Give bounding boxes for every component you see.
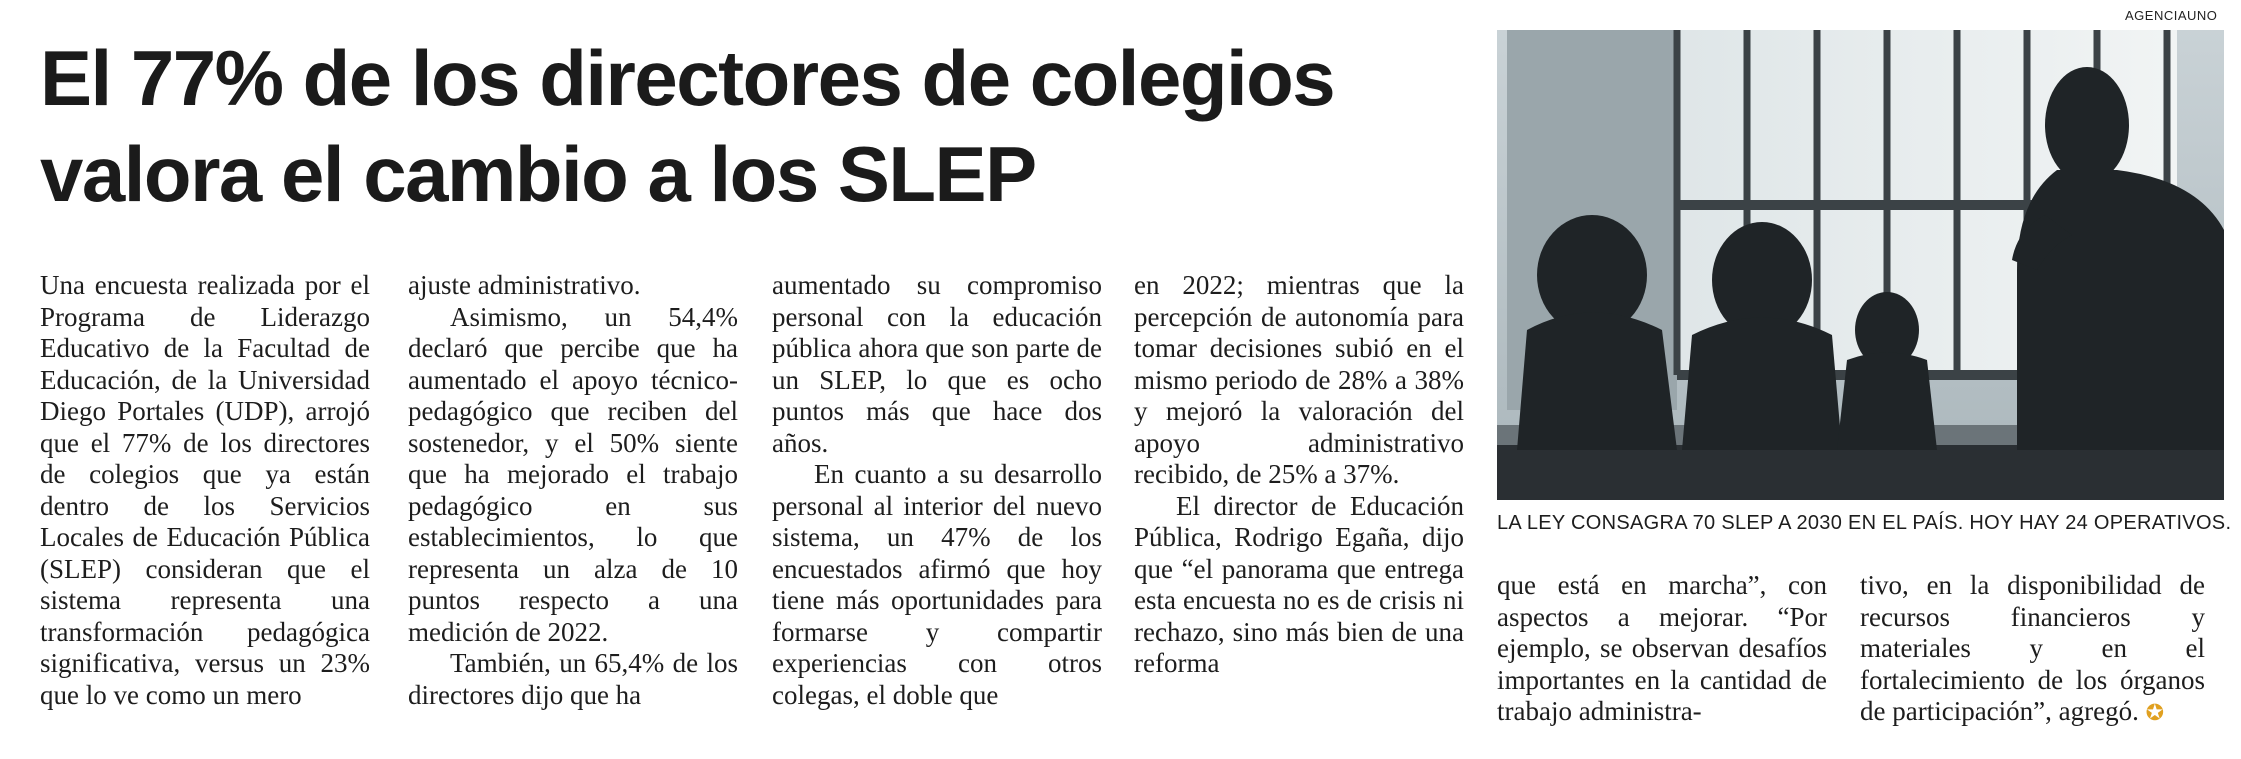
classroom-photo — [1497, 30, 2224, 500]
paragraph: En cuanto a su desarrollo personal al interior del nuevo sistema, un 47% de los encuestados afirmó que hoy tiene más oportunidades para formarse y compartir experiencias con otros colegas, el doble que — [772, 459, 1102, 710]
article-column-6 — [1860, 570, 2205, 730]
photo-credit: AGENCIAUNO — [2125, 8, 2218, 23]
paragraph: Asimismo, un 54,4% declaró que percibe que ha aumentado el apoyo técnico-pedagógico que reciben del sostenedor, y el 50% siente que ha mejorado el trabajo pedagógico en sus establecimientos, lo que representa un alza de 10 puntos respecto a una medición de 2022. — [408, 301, 738, 647]
paragraph: ajuste administrativo. — [408, 270, 641, 300]
article-column-5 — [1497, 570, 1827, 728]
paragraph: en 2022; mientras que la percepción de autonomía para tomar decisiones subió en el mismo periodo de 28% a 38% y mejoró la valoración del apoyo administrativo recibido, de 25% a 37%. — [1134, 270, 1464, 489]
headline: El 77% de los directores de colegios valora el cambio a los SLEP — [40, 34, 1335, 218]
end-of-article-icon: ✪ — [2145, 701, 2165, 726]
paragraph: El director de Educación Pública, Rodrigo Egaña, dijo que “el panorama que entrega esta encuesta no es de crisis ni rechazo, sino más bien de una reforma — [1134, 490, 1464, 678]
paragraph: Una encuesta realizada por el Programa de Liderazgo Educativo de la Facultad de Educación, de la Universidad Diego Portales (UDP), arrojó que el 77% de los directores de colegios que ya están dentro de los Servicios Locales de Educación Pública (SLEP) consideran que el sistema representa una transformación pedagógica significativa, versus un 23% que lo ve como un mero — [40, 270, 370, 710]
photo-caption: LA LEY CONSAGRA 70 SLEP A 2030 EN EL PAÍS. HOY HAY 24 OPERATIVOS. — [1497, 512, 2232, 534]
paragraph: aumentado su compromiso personal con la educación pública ahora que son parte de un SLEP, lo que es ocho puntos más que hace dos años. — [772, 270, 1102, 458]
paragraph-text: tivo, en la disponibilidad de recursos financieros y materiales y en el fortalecimiento de los órganos de participación”, agregó. — [1860, 570, 2205, 726]
paragraph: que está en marcha”, con aspectos a mejorar. “Por ejemplo, se observan desafíos importantes en la cantidad de trabajo administra- — [1497, 570, 1827, 726]
classroom-silhouette-image — [1497, 30, 2224, 500]
paragraph — [1860, 570, 2205, 730]
article-column-1 — [40, 270, 370, 711]
paragraph: También, un 65,4% de los directores dijo que ha — [408, 648, 738, 710]
article-column-4 — [1134, 270, 1464, 680]
article-column-3 — [772, 270, 1102, 711]
article-column-2 — [408, 270, 738, 711]
